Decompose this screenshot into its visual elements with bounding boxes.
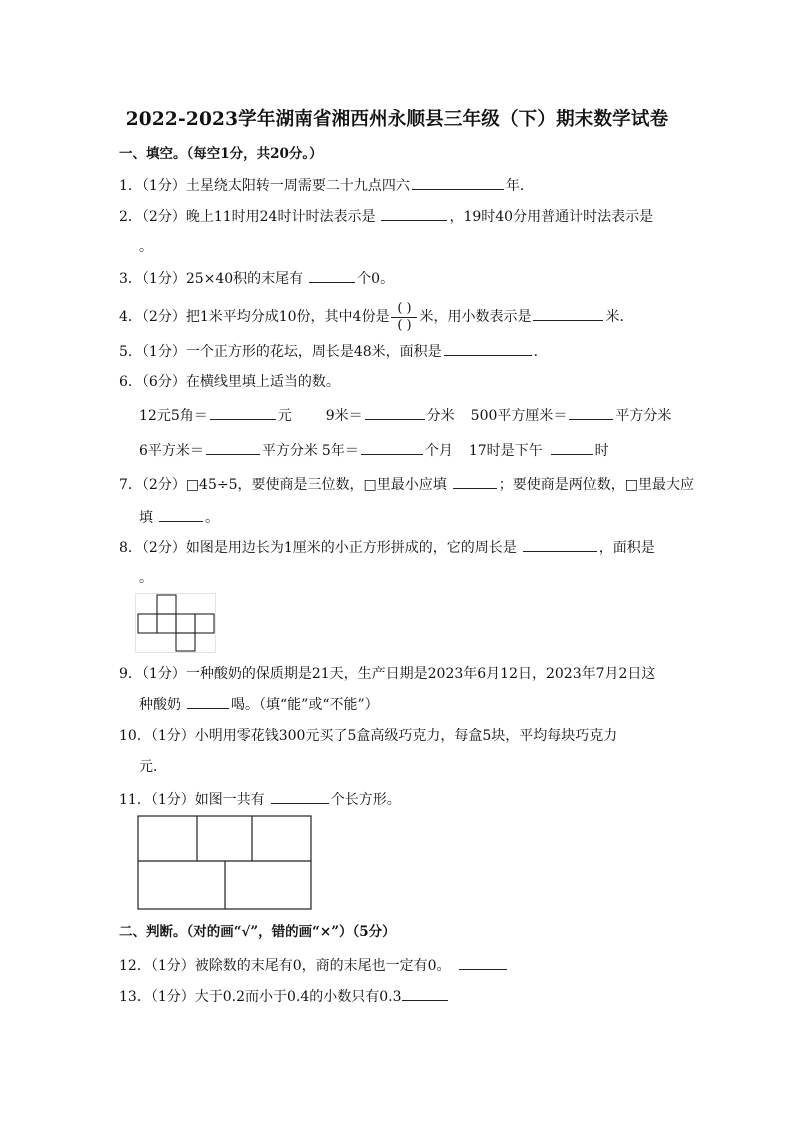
q8-text-3: 。 [139,570,153,586]
question-8-line2 [139,568,153,588]
q2-text-2: ，19时40分用普通计时法表示是 [449,209,654,225]
question-5 [119,341,548,362]
q6-r1-label-e: 500平方厘米＝ [470,408,568,424]
unit-square [157,614,176,633]
q8-square-figure [135,593,217,653]
q6-r1-label-a: 12元5角＝ [139,408,208,424]
unit-square [157,595,176,614]
question-7-line2 [139,507,219,528]
q2-answer-blank-1[interactable] [381,206,447,221]
q6-text: 6．（6分）在横线里填上适当的数。 [119,374,340,390]
q6-r2-unit-1: 平方分米 [261,443,318,459]
unit-square [176,614,195,633]
question-6-row2 [139,440,609,461]
q4-text: 4．（2分）把1米平均分成10份，其中4份是 [119,309,390,325]
question-4 [119,300,633,334]
q5-suffix: ． [533,344,548,360]
q11-answer-blank[interactable] [271,789,329,804]
q7-answer-blank-1[interactable] [453,474,497,489]
q6-r1-unit-2: 分米 [426,408,455,424]
question-1 [119,175,534,196]
q4-suffix: 米． [605,309,634,325]
q5-answer-blank[interactable] [444,341,532,356]
q6-r2-blank-3[interactable] [551,440,593,455]
q6-r2-unit-2: 个月 [424,443,453,459]
q7-text-1: 7．（2分）□45÷5，要使商是三位数，□里最小应填 [119,477,447,493]
unit-square [176,633,195,651]
section1-heading: 一、填空。（每空1分，共20分。） [119,146,323,162]
q7-answer-blank-2[interactable] [159,507,203,522]
q9-answer-blank[interactable] [187,694,229,709]
q6-r2-blank-1[interactable] [206,440,260,455]
q1-answer-blank[interactable] [412,175,504,190]
q4-fraction[interactable] [391,302,417,333]
question-10 [119,726,617,746]
q6-r2-label-c: 5年＝ [321,443,359,459]
q8-answer-blank[interactable] [523,537,597,552]
question-2 [119,206,653,227]
question-6 [119,372,340,392]
q9-text-1: 9．（1分）一种酸奶的保质期是21天，生产日期是2023年6月12日，2023年7月2日这 [119,666,656,682]
q6-r1-label-c: 9米＝ [325,408,363,424]
q6-r1-blank-2[interactable] [365,405,425,420]
q10-text-2: 元． [139,759,167,775]
q8-text-2: ，面积是 [598,540,655,556]
q10-text-1: 10．（1分）小明用零花钱300元买了5盒高级巧克力，每盒5块，平均每块巧克力 [119,728,618,744]
q3-suffix: 个0。 [357,271,395,287]
question-9 [119,664,655,684]
q9-text-3: 喝。（填“能”或“不能”） [231,697,379,713]
q6-r1-unit-1: 元 [277,408,292,424]
q6-r2-label-a: 6平方米＝ [139,443,204,459]
q2-text-3: 。 [139,239,153,255]
q6-r1-unit-3: 平方分米 [615,408,672,424]
q5-text: 5．（1分）一个正方形的花坛，周长是48米，面积是 [119,344,442,360]
q6-r1-blank-3[interactable] [569,405,613,420]
page-title: 2022-2023学年湖南省湘西州永顺县三年级（下）期末数学试卷 [125,109,669,130]
q13-answer-blank[interactable] [402,986,448,1001]
q12-answer-blank[interactable] [459,955,507,970]
question-13 [119,986,450,1007]
question-6-row1 [139,405,671,426]
q4-answer-blank[interactable] [533,306,603,321]
q6-r2-label-e: 17时是下午 [468,443,543,459]
q7-text-3: 填 [139,510,153,526]
question-11 [119,789,401,810]
question-12 [119,955,509,976]
q9-text-2: 种酸奶 [139,697,181,713]
q7-text-2: ；要使商是两位数，□里最大应 [498,477,694,493]
question-3 [119,268,394,289]
q11-text: 11．（1分）如图一共有 [119,792,265,808]
question-9-line2 [139,694,379,715]
q3-answer-blank[interactable] [309,268,355,283]
section2-heading: 二、判断。（对的画“√”，错的画“×”）（5分） [119,924,396,940]
question-7 [119,474,694,495]
q1-suffix: 年． [505,178,534,194]
unit-square [195,614,214,633]
q4-fraction-numerator: ( ) [397,300,412,316]
q11-suffix: 个长方形。 [330,792,401,808]
q3-text: 3．（1分）25×40积的末尾有 [119,271,304,287]
q7-text-4: 。 [205,510,219,526]
q4-fraction-denominator: ( ) [397,317,412,333]
q8-text-1: 8．（2分）如图是用边长为1厘米的小正方形拼成的，它的周长是 [119,540,517,556]
question-10-line2 [139,757,167,777]
q1-text: 1．（1分）土星绕太阳转一周需要二十九点四六 [119,178,410,194]
question-2-line2 [139,237,153,257]
q13-text: 13．（1分）大于0.2而小于0.4的小数只有0.3 [119,989,402,1005]
q4-middle: 米，用小数表示是 [419,309,532,325]
q6-r2-unit-3: 时 [594,443,609,459]
question-8 [119,537,655,558]
unit-square [138,614,157,633]
q6-r2-blank-2[interactable] [361,440,423,455]
q6-r1-blank-1[interactable] [210,405,276,420]
q12-text: 12．（1分）被除数的末尾有0，商的末尾也一定有0。 [119,958,451,974]
q2-text-1: 2．（2分）晚上11时用24时计时法表示是 [119,209,376,225]
q11-rectangle-figure [137,815,313,911]
